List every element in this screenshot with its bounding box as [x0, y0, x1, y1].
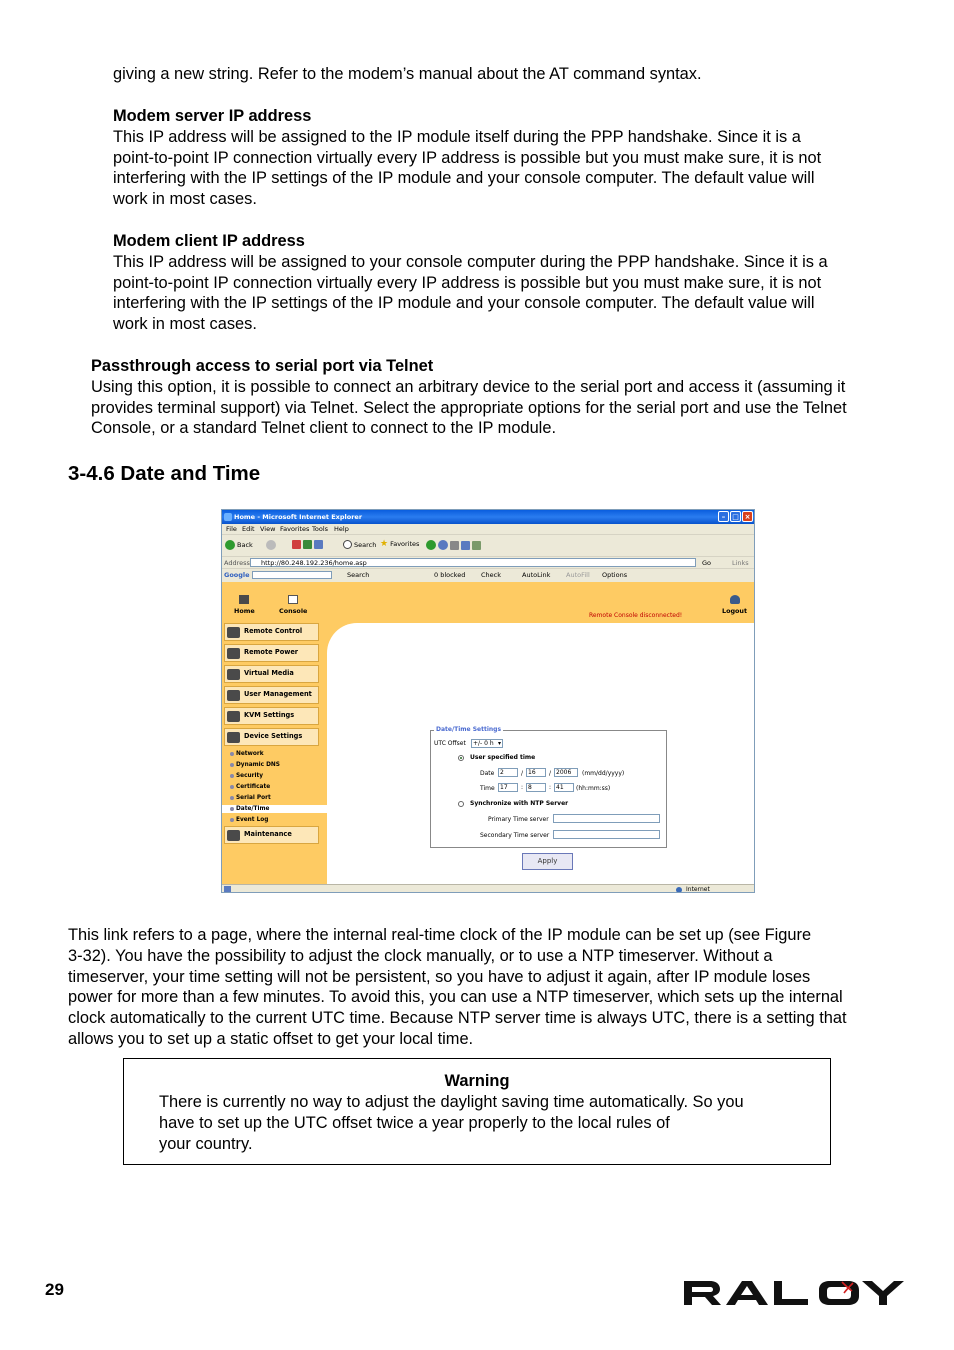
back-button[interactable]	[225, 540, 253, 550]
menu-kvm-settings[interactable]	[224, 707, 319, 725]
date-separator: /	[549, 770, 552, 777]
forward-arrow-icon	[266, 540, 276, 550]
menu-edit[interactable]: Edit	[242, 525, 255, 533]
time-separator: :	[521, 784, 524, 791]
menu-device-settings[interactable]	[224, 728, 319, 746]
date-format-hint: (mm/dd/yyyy)	[582, 770, 625, 777]
utc-offset-select[interactable]	[471, 739, 503, 748]
time-hour-input[interactable]: 17	[498, 783, 518, 792]
messenger-icon	[472, 541, 481, 550]
modem-client-section	[113, 231, 828, 335]
google-brand: Google	[224, 571, 250, 579]
popup-blocked[interactable]: 0 blocked	[434, 571, 466, 579]
submenu-security[interactable]: Security	[230, 772, 263, 780]
menu-favorites[interactable]: Favorites	[280, 525, 310, 533]
menu-label: Maintenance	[244, 830, 292, 838]
nav-logout[interactable]	[722, 595, 747, 615]
minimize-icon[interactable]: –	[718, 511, 729, 522]
date-label: Date	[480, 770, 495, 777]
menu-label: Remote Control	[244, 627, 303, 635]
menu-label: User Management	[244, 690, 312, 698]
utc-offset-value: +/- 0 h	[473, 740, 494, 747]
autofill-button[interactable]: AutoFill	[566, 571, 590, 579]
time-second-input[interactable]: 41	[554, 783, 574, 792]
search-icon	[343, 540, 352, 549]
check-button[interactable]: Check	[481, 571, 501, 579]
submenu-date-time[interactable]: Date/Time	[222, 805, 327, 813]
google-search-input[interactable]	[252, 571, 332, 579]
ie-icon	[224, 513, 232, 521]
favorites-button[interactable]	[380, 540, 419, 548]
options-button[interactable]: Options	[602, 571, 628, 579]
text-line: There is currently no way to adjust the daylight saving time automatically. So you	[159, 1093, 744, 1111]
text-line: Console, or a standard Telnet client to connect to the IP module.	[91, 419, 556, 438]
submenu-event-log[interactable]: Event Log	[230, 816, 268, 824]
home-icon	[314, 540, 323, 549]
menu-user-management[interactable]	[224, 686, 319, 704]
browser-screenshot	[221, 509, 755, 893]
warning-body	[159, 1092, 744, 1154]
ntp-label: Synchronize with NTP Server	[470, 800, 569, 807]
nav-home[interactable]	[234, 595, 255, 615]
address-label: Address	[224, 559, 250, 567]
date-day-input[interactable]: 16	[526, 768, 546, 777]
nav-home-label: Home	[234, 607, 255, 615]
sidebar	[222, 623, 327, 884]
stop-icon	[292, 540, 301, 549]
forward-button[interactable]	[266, 540, 276, 550]
nav-logout-label: Logout	[722, 607, 748, 615]
search-label: Search	[354, 540, 377, 549]
text-line: provides terminal support) via Telnet. Select the appropriate options for the serial port and use the Telnet	[91, 398, 847, 417]
datetime-legend: Date/Time Settings	[436, 726, 502, 733]
media-disc-icon	[227, 669, 240, 680]
logout-icon	[730, 595, 740, 604]
menu-tools[interactable]: Tools	[312, 525, 329, 533]
history-icon	[438, 540, 448, 550]
text-line: interfering with the IP settings of the IP module and your console computer. The default value will	[113, 294, 815, 313]
passthrough-heading: Passthrough access to serial port via Telnet	[91, 357, 434, 375]
window-titlebar	[222, 510, 754, 524]
device-icon	[227, 732, 240, 743]
users-icon	[227, 690, 240, 701]
menu-file[interactable]: File	[226, 525, 237, 533]
text-line: have to set up the UTC offset twice a year properly to the local rules of	[159, 1113, 670, 1132]
favorites-label: Favorites	[390, 540, 420, 548]
star-icon: ★	[380, 539, 389, 549]
mail-icon	[450, 541, 459, 550]
date-separator: /	[521, 770, 524, 777]
links-label[interactable]: Links	[732, 559, 749, 567]
text-line: work in most cases.	[113, 315, 257, 334]
primary-server-label: Primary Time server	[488, 816, 549, 823]
window-title: Home - Microsoft Internet Explorer	[234, 513, 363, 521]
autolink-button[interactable]: AutoLink	[522, 571, 551, 579]
modem-server-section	[113, 106, 821, 210]
menu-label: Virtual Media	[244, 669, 294, 677]
stop-refresh-home[interactable]	[292, 540, 323, 549]
refresh-icon	[303, 540, 312, 549]
power-icon	[227, 648, 240, 659]
user-time-radio[interactable]	[458, 755, 464, 761]
menu-view[interactable]: View	[260, 525, 276, 533]
zone-label: Internet	[686, 886, 710, 893]
text-line: power for more than a few minutes. To avoid this, you can use a NTP timeserver, which sets up the internal	[68, 988, 843, 1007]
submenu-network[interactable]: Network	[230, 750, 264, 758]
time-minute-input[interactable]: 8	[526, 783, 546, 792]
modem-server-heading: Modem server IP address	[113, 107, 312, 125]
text-line: allows you to set up a static offset to get your local time.	[68, 1029, 474, 1048]
text-line: This link refers to a page, where the internal real-time clock of the IP module can be set up (see Figure	[68, 926, 812, 944]
print-icon	[461, 541, 470, 550]
warning-title: Warning	[444, 1072, 510, 1090]
text-line: 3-32). You have the possibility to adjust the clock manually, or to use a NTP timeserver. Without a	[68, 946, 773, 965]
tools-icon	[227, 830, 240, 841]
modem-client-heading: Modem client IP address	[113, 232, 305, 250]
menu-label: Remote Power	[244, 648, 299, 656]
apply-button[interactable]: Apply	[522, 853, 573, 870]
text-line: This IP address will be assigned to your console computer during the PPP handshake. Since it is a	[113, 252, 828, 271]
address-input[interactable]	[250, 558, 696, 567]
extra-tools[interactable]	[426, 540, 481, 550]
web-page	[222, 582, 754, 884]
menu-remote-power[interactable]	[224, 644, 319, 662]
back-arrow-icon	[225, 540, 235, 550]
text-line: This IP address will be assigned to the IP module itself during the PPP handshake. Since it is a	[113, 127, 801, 146]
submenu-certificate[interactable]: Certificate	[230, 783, 270, 791]
text-line: point-to-point IP connection virtually every IP address is possible but you must make sure, it is not	[113, 148, 822, 167]
body-paragraph	[68, 925, 847, 1050]
time-separator: :	[549, 784, 552, 791]
utc-offset-label: UTC Offset	[434, 740, 466, 747]
secondary-server-input[interactable]	[553, 830, 660, 839]
text-line: work in most cases.	[113, 190, 257, 209]
raloy-logo	[682, 1278, 910, 1308]
text-line: point-to-point IP connection virtually every IP address is possible but you must make sure, it is not	[113, 273, 822, 292]
text-line: interfering with the IP settings of the IP module and your console computer. The default value will	[113, 169, 815, 188]
menu-bar	[222, 524, 754, 534]
menu-help[interactable]: Help	[334, 525, 349, 533]
section-title: 3-4.6 Date and Time	[68, 462, 261, 485]
nav-console-label: Console	[279, 607, 308, 615]
google-search-button[interactable]: Search	[347, 571, 370, 579]
ntp-radio[interactable]	[458, 801, 464, 807]
status-bar	[222, 884, 754, 893]
page-icon	[224, 886, 231, 893]
warning-box	[123, 1058, 831, 1165]
passthrough-section	[91, 356, 847, 439]
user-time-label: User specified time	[470, 754, 536, 761]
primary-server-input[interactable]	[553, 814, 660, 823]
go-button[interactable]: Go	[702, 559, 712, 567]
back-label: Back	[237, 541, 253, 549]
menu-label: KVM Settings	[244, 711, 295, 719]
console-icon	[288, 595, 298, 604]
submenu-dynamic-dns[interactable]: Dynamic DNS	[230, 761, 280, 769]
menu-remote-control[interactable]	[224, 623, 319, 641]
text-line: Using this option, it is possible to connect an arbitrary device to the serial port and access it (assuming it	[91, 377, 846, 396]
date-month-input[interactable]: 2	[498, 768, 518, 777]
media-icon	[426, 540, 436, 550]
close-icon[interactable]: ×	[742, 511, 753, 522]
page-topbar	[222, 582, 754, 623]
secondary-server-label: Secondary Time server	[480, 832, 550, 839]
text-line: timeserver, your time setting will not be persistent, so you have to adjust it again, after IP module loses	[68, 967, 811, 986]
google-toolbar	[222, 568, 754, 583]
text-line: giving a new string. Refer to the modem’s manual about the AT command syntax.	[113, 65, 702, 83]
home-icon	[239, 595, 249, 604]
time-label: Time	[480, 785, 495, 792]
chevron-down-icon: ▾	[497, 740, 501, 747]
maximize-icon[interactable]: □	[730, 511, 741, 522]
nav-console[interactable]	[279, 595, 307, 615]
text-line: your country.	[159, 1134, 253, 1153]
submenu-serial-port[interactable]: Serial Port	[230, 794, 271, 802]
text-line: clock automatically to the current UTC time. Because NTP server time is always UTC, there is a setting that	[68, 1009, 847, 1028]
search-button[interactable]	[343, 540, 376, 549]
page-number: 29	[45, 1280, 64, 1299]
menu-virtual-media[interactable]	[224, 665, 319, 683]
globe-icon	[676, 887, 682, 893]
corner-curve	[327, 623, 387, 683]
console-status: Remote Console disconnected!	[589, 612, 683, 619]
menu-label: Device Settings	[244, 732, 303, 740]
intro-continuation	[113, 64, 702, 85]
menu-maintenance[interactable]	[224, 826, 319, 844]
address-value: http://80.248.192.236/home.asp	[261, 559, 367, 567]
remote-control-icon	[227, 627, 240, 638]
kvm-icon	[227, 711, 240, 722]
date-year-input[interactable]: 2006	[554, 768, 578, 777]
time-format-hint: (hh:mm:ss)	[576, 785, 611, 792]
toolbar	[222, 534, 754, 557]
